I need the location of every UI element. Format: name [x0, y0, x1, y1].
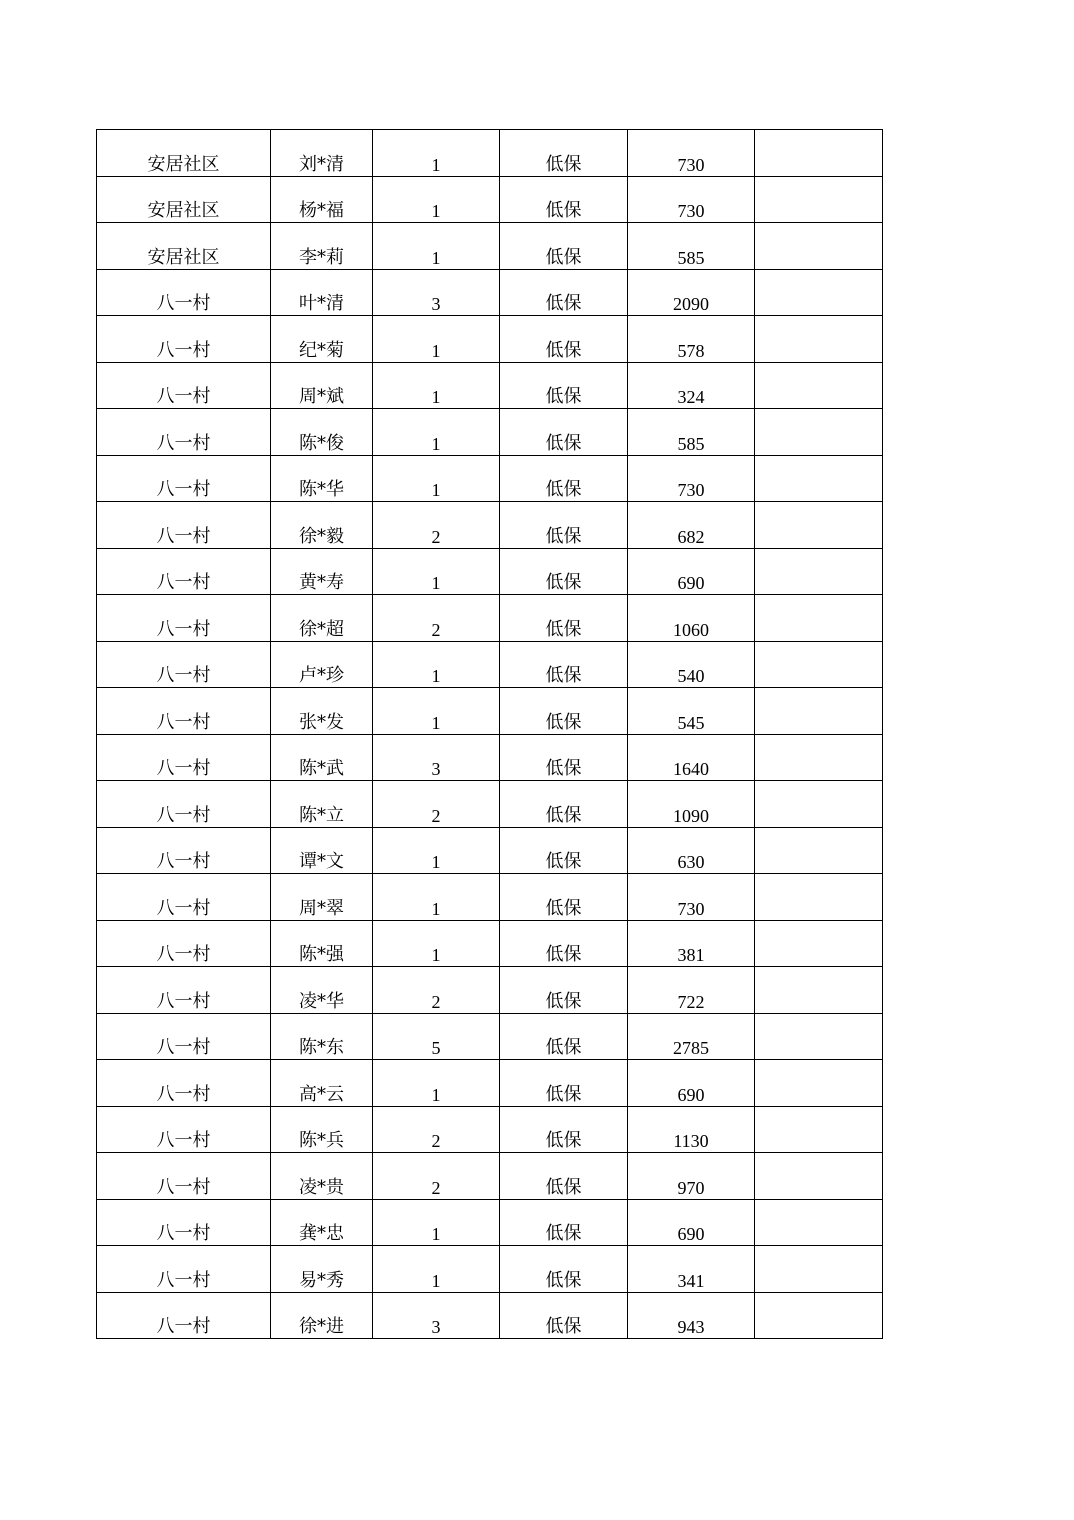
- count-cell: 1: [373, 1246, 500, 1293]
- count-cell: 1: [373, 455, 500, 502]
- note-cell: [755, 548, 883, 595]
- amount-cell: 381: [628, 920, 755, 967]
- table-row: [97, 827, 883, 874]
- area-cell: 八一村: [97, 548, 271, 595]
- name-cell: 陈*武: [271, 734, 373, 781]
- area-cell: 八一村: [97, 1153, 271, 1200]
- area-cell: 八一村: [97, 362, 271, 409]
- type-cell: 低保: [500, 130, 628, 177]
- name-cell: 高*云: [271, 1060, 373, 1107]
- type-cell: 低保: [500, 502, 628, 549]
- type-cell: 低保: [500, 409, 628, 456]
- name-cell: 徐*毅: [271, 502, 373, 549]
- type-cell: 低保: [500, 595, 628, 642]
- count-cell: 1: [373, 176, 500, 223]
- note-cell: [755, 1060, 883, 1107]
- count-cell: 1: [373, 130, 500, 177]
- table-row: [97, 874, 883, 921]
- table-body: [97, 130, 883, 1339]
- note-cell: [755, 781, 883, 828]
- table-row: [97, 734, 883, 781]
- name-cell: 黄*寿: [271, 548, 373, 595]
- amount-cell: 1060: [628, 595, 755, 642]
- name-cell: 陈*华: [271, 455, 373, 502]
- area-cell: 安居社区: [97, 176, 271, 223]
- area-cell: 八一村: [97, 409, 271, 456]
- amount-cell: 1640: [628, 734, 755, 781]
- table-row: [97, 920, 883, 967]
- note-cell: [755, 1246, 883, 1293]
- count-cell: 3: [373, 734, 500, 781]
- type-cell: 低保: [500, 269, 628, 316]
- amount-cell: 540: [628, 641, 755, 688]
- table-row: [97, 316, 883, 363]
- type-cell: 低保: [500, 874, 628, 921]
- count-cell: 3: [373, 269, 500, 316]
- type-cell: 低保: [500, 1013, 628, 1060]
- amount-cell: 730: [628, 874, 755, 921]
- table-row: [97, 1292, 883, 1339]
- count-cell: 1: [373, 362, 500, 409]
- table-row: [97, 1246, 883, 1293]
- name-cell: 陈*兵: [271, 1106, 373, 1153]
- type-cell: 低保: [500, 967, 628, 1014]
- name-cell: 周*翠: [271, 874, 373, 921]
- area-cell: 八一村: [97, 827, 271, 874]
- note-cell: [755, 316, 883, 363]
- name-cell: 陈*强: [271, 920, 373, 967]
- note-cell: [755, 688, 883, 735]
- count-cell: 1: [373, 827, 500, 874]
- count-cell: 1: [373, 1199, 500, 1246]
- note-cell: [755, 1153, 883, 1200]
- note-cell: [755, 1292, 883, 1339]
- table-row: [97, 223, 883, 270]
- name-cell: 周*斌: [271, 362, 373, 409]
- table-row: [97, 1060, 883, 1107]
- table-row: [97, 409, 883, 456]
- amount-cell: 682: [628, 502, 755, 549]
- name-cell: 凌*华: [271, 967, 373, 1014]
- count-cell: 1: [373, 920, 500, 967]
- amount-cell: 585: [628, 409, 755, 456]
- amount-cell: 585: [628, 223, 755, 270]
- name-cell: 易*秀: [271, 1246, 373, 1293]
- table-row: [97, 781, 883, 828]
- area-cell: 八一村: [97, 641, 271, 688]
- table-row: [97, 595, 883, 642]
- note-cell: [755, 130, 883, 177]
- name-cell: 张*发: [271, 688, 373, 735]
- note-cell: [755, 1106, 883, 1153]
- amount-cell: 1130: [628, 1106, 755, 1153]
- amount-cell: 545: [628, 688, 755, 735]
- note-cell: [755, 920, 883, 967]
- area-cell: 八一村: [97, 874, 271, 921]
- type-cell: 低保: [500, 176, 628, 223]
- count-cell: 2: [373, 595, 500, 642]
- type-cell: 低保: [500, 548, 628, 595]
- amount-cell: 970: [628, 1153, 755, 1200]
- name-cell: 谭*文: [271, 827, 373, 874]
- type-cell: 低保: [500, 1106, 628, 1153]
- count-cell: 2: [373, 1106, 500, 1153]
- table-row: [97, 269, 883, 316]
- note-cell: [755, 641, 883, 688]
- table-row: [97, 362, 883, 409]
- name-cell: 卢*珍: [271, 641, 373, 688]
- table-row: [97, 502, 883, 549]
- name-cell: 陈*俊: [271, 409, 373, 456]
- table-row: [97, 548, 883, 595]
- area-cell: 八一村: [97, 967, 271, 1014]
- amount-cell: 578: [628, 316, 755, 363]
- name-cell: 陈*立: [271, 781, 373, 828]
- name-cell: 李*莉: [271, 223, 373, 270]
- table-row: [97, 1106, 883, 1153]
- name-cell: 纪*菊: [271, 316, 373, 363]
- area-cell: 八一村: [97, 688, 271, 735]
- count-cell: 1: [373, 409, 500, 456]
- amount-cell: 2785: [628, 1013, 755, 1060]
- note-cell: [755, 595, 883, 642]
- name-cell: 陈*东: [271, 1013, 373, 1060]
- area-cell: 八一村: [97, 734, 271, 781]
- type-cell: 低保: [500, 362, 628, 409]
- note-cell: [755, 362, 883, 409]
- amount-cell: 730: [628, 176, 755, 223]
- area-cell: 安居社区: [97, 130, 271, 177]
- amount-cell: 324: [628, 362, 755, 409]
- table-row: [97, 967, 883, 1014]
- name-cell: 凌*贵: [271, 1153, 373, 1200]
- amount-cell: 730: [628, 455, 755, 502]
- type-cell: 低保: [500, 455, 628, 502]
- note-cell: [755, 409, 883, 456]
- table-row: [97, 1013, 883, 1060]
- count-cell: 3: [373, 1292, 500, 1339]
- area-cell: 八一村: [97, 1199, 271, 1246]
- note-cell: [755, 502, 883, 549]
- note-cell: [755, 455, 883, 502]
- note-cell: [755, 1013, 883, 1060]
- name-cell: 徐*进: [271, 1292, 373, 1339]
- type-cell: 低保: [500, 1292, 628, 1339]
- area-cell: 八一村: [97, 920, 271, 967]
- amount-cell: 2090: [628, 269, 755, 316]
- count-cell: 1: [373, 223, 500, 270]
- area-cell: 八一村: [97, 455, 271, 502]
- count-cell: 2: [373, 781, 500, 828]
- count-cell: 1: [373, 688, 500, 735]
- note-cell: [755, 967, 883, 1014]
- table-row: [97, 688, 883, 735]
- count-cell: 1: [373, 641, 500, 688]
- area-cell: 八一村: [97, 781, 271, 828]
- type-cell: 低保: [500, 316, 628, 363]
- name-cell: 刘*清: [271, 130, 373, 177]
- count-cell: 2: [373, 967, 500, 1014]
- table-row: [97, 1153, 883, 1200]
- area-cell: 八一村: [97, 1106, 271, 1153]
- amount-cell: 690: [628, 1199, 755, 1246]
- count-cell: 1: [373, 548, 500, 595]
- name-cell: 龚*忠: [271, 1199, 373, 1246]
- note-cell: [755, 269, 883, 316]
- area-cell: 八一村: [97, 1013, 271, 1060]
- type-cell: 低保: [500, 1153, 628, 1200]
- amount-cell: 730: [628, 130, 755, 177]
- type-cell: 低保: [500, 1199, 628, 1246]
- note-cell: [755, 874, 883, 921]
- amount-cell: 690: [628, 548, 755, 595]
- type-cell: 低保: [500, 734, 628, 781]
- amount-cell: 943: [628, 1292, 755, 1339]
- type-cell: 低保: [500, 641, 628, 688]
- type-cell: 低保: [500, 688, 628, 735]
- table-row: [97, 130, 883, 177]
- name-cell: 徐*超: [271, 595, 373, 642]
- amount-cell: 690: [628, 1060, 755, 1107]
- count-cell: 1: [373, 1060, 500, 1107]
- name-cell: 叶*清: [271, 269, 373, 316]
- area-cell: 安居社区: [97, 223, 271, 270]
- type-cell: 低保: [500, 827, 628, 874]
- note-cell: [755, 176, 883, 223]
- count-cell: 1: [373, 874, 500, 921]
- table-row: [97, 641, 883, 688]
- area-cell: 八一村: [97, 269, 271, 316]
- table-row: [97, 176, 883, 223]
- amount-cell: 341: [628, 1246, 755, 1293]
- name-cell: 杨*福: [271, 176, 373, 223]
- table-row: [97, 455, 883, 502]
- amount-cell: 722: [628, 967, 755, 1014]
- type-cell: 低保: [500, 223, 628, 270]
- count-cell: 1: [373, 316, 500, 363]
- table-row: [97, 1199, 883, 1246]
- type-cell: 低保: [500, 781, 628, 828]
- type-cell: 低保: [500, 1246, 628, 1293]
- note-cell: [755, 734, 883, 781]
- area-cell: 八一村: [97, 1292, 271, 1339]
- note-cell: [755, 827, 883, 874]
- benefit-table: [96, 129, 883, 1339]
- area-cell: 八一村: [97, 595, 271, 642]
- amount-cell: 630: [628, 827, 755, 874]
- area-cell: 八一村: [97, 1246, 271, 1293]
- note-cell: [755, 1199, 883, 1246]
- type-cell: 低保: [500, 1060, 628, 1107]
- amount-cell: 1090: [628, 781, 755, 828]
- area-cell: 八一村: [97, 316, 271, 363]
- count-cell: 5: [373, 1013, 500, 1060]
- type-cell: 低保: [500, 920, 628, 967]
- note-cell: [755, 223, 883, 270]
- area-cell: 八一村: [97, 502, 271, 549]
- count-cell: 2: [373, 1153, 500, 1200]
- count-cell: 2: [373, 502, 500, 549]
- area-cell: 八一村: [97, 1060, 271, 1107]
